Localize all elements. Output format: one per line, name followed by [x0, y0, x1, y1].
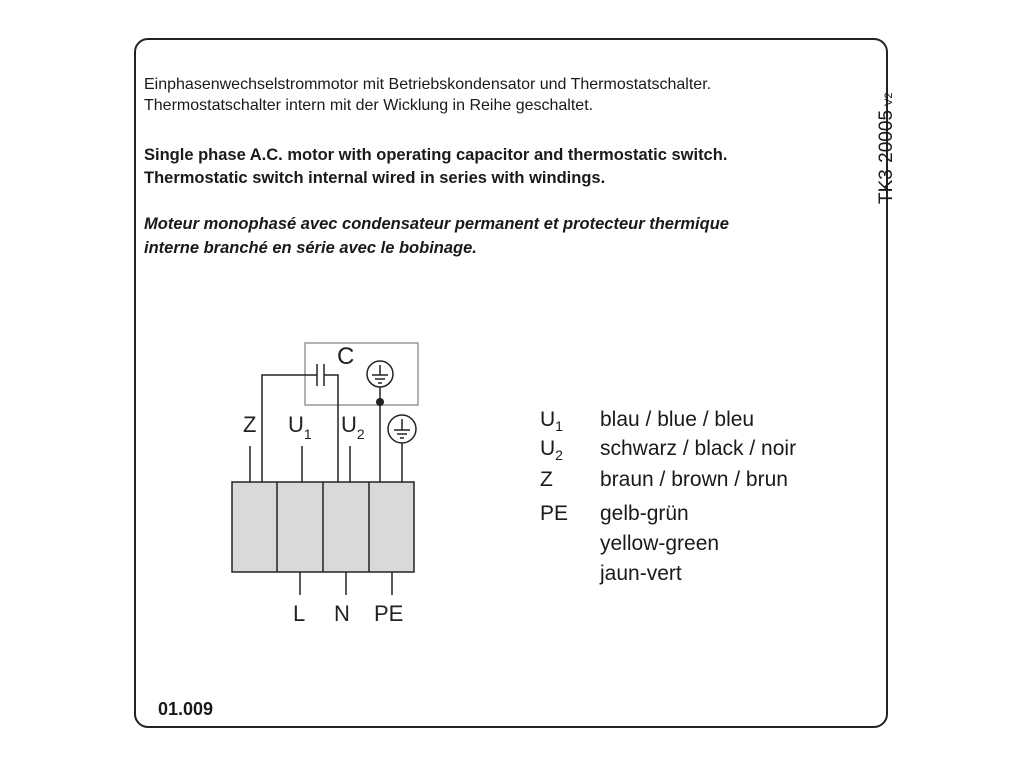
capacitor-label: C [337, 343, 355, 370]
description-fr-line2: interne branché en série avec le bobinage. [144, 239, 477, 257]
earth-icon [388, 415, 416, 443]
wire-label-u2-sub: 2 [356, 426, 365, 442]
legend-key-z: Z [540, 468, 553, 491]
description-de-line1: Einphasenwechselstrommotor mit Betriebskondensator und Thermostatschalter. [144, 76, 712, 93]
terminal-label-pe: PE [374, 601, 404, 626]
wire-label-u1-sub: 1 [303, 426, 312, 442]
description-de-line2: Thermostatschalter intern mit der Wicklung in Reihe geschaltet. [144, 97, 594, 114]
terminal-label-l: L [293, 601, 306, 626]
wire-label-u1-base: U [288, 412, 304, 437]
description-fr-line1: Moteur monophasé avec condensateur permanent et protecteur thermique [144, 215, 729, 233]
legend-value-pe-fr: jaun-vert [600, 562, 682, 585]
legend-key-u1: $U_1$ [540, 408, 563, 435]
description-en-line2: Thermostatic switch internal wired in series with windings. [144, 169, 606, 187]
wire-label-z: Z [243, 412, 257, 437]
document-id-number: TK3-20005 [876, 109, 897, 204]
wire-label-u2 [341, 412, 365, 442]
legend-value-u1: blau / blue / bleu [600, 408, 755, 431]
capacitor-wire-u2 [324, 375, 338, 482]
capacitor-enclosure [305, 343, 418, 405]
legend-key-pe: PE [540, 502, 569, 525]
earth-junction-dot [376, 398, 384, 406]
legend-key-u2: $U_2$ [540, 437, 563, 464]
wire-label-u2-base: U [341, 412, 357, 437]
legend-value-u2: schwarz / black / noir [600, 437, 797, 460]
wire-label-u1 [288, 412, 312, 442]
earth-icon [367, 361, 393, 387]
legend-value-pe-de: gelb-grün [600, 502, 689, 525]
legend-value-z: braun / brown / brun [600, 468, 788, 491]
document-version: V2 [883, 92, 895, 106]
description-en-line1: Single phase A.C. motor with operating capacitor and thermostatic switch. [144, 146, 728, 164]
terminal-label-n: N [334, 601, 350, 626]
drawing-code: 01.009 [158, 699, 214, 719]
legend-value-pe-en: yellow-green [600, 532, 720, 555]
